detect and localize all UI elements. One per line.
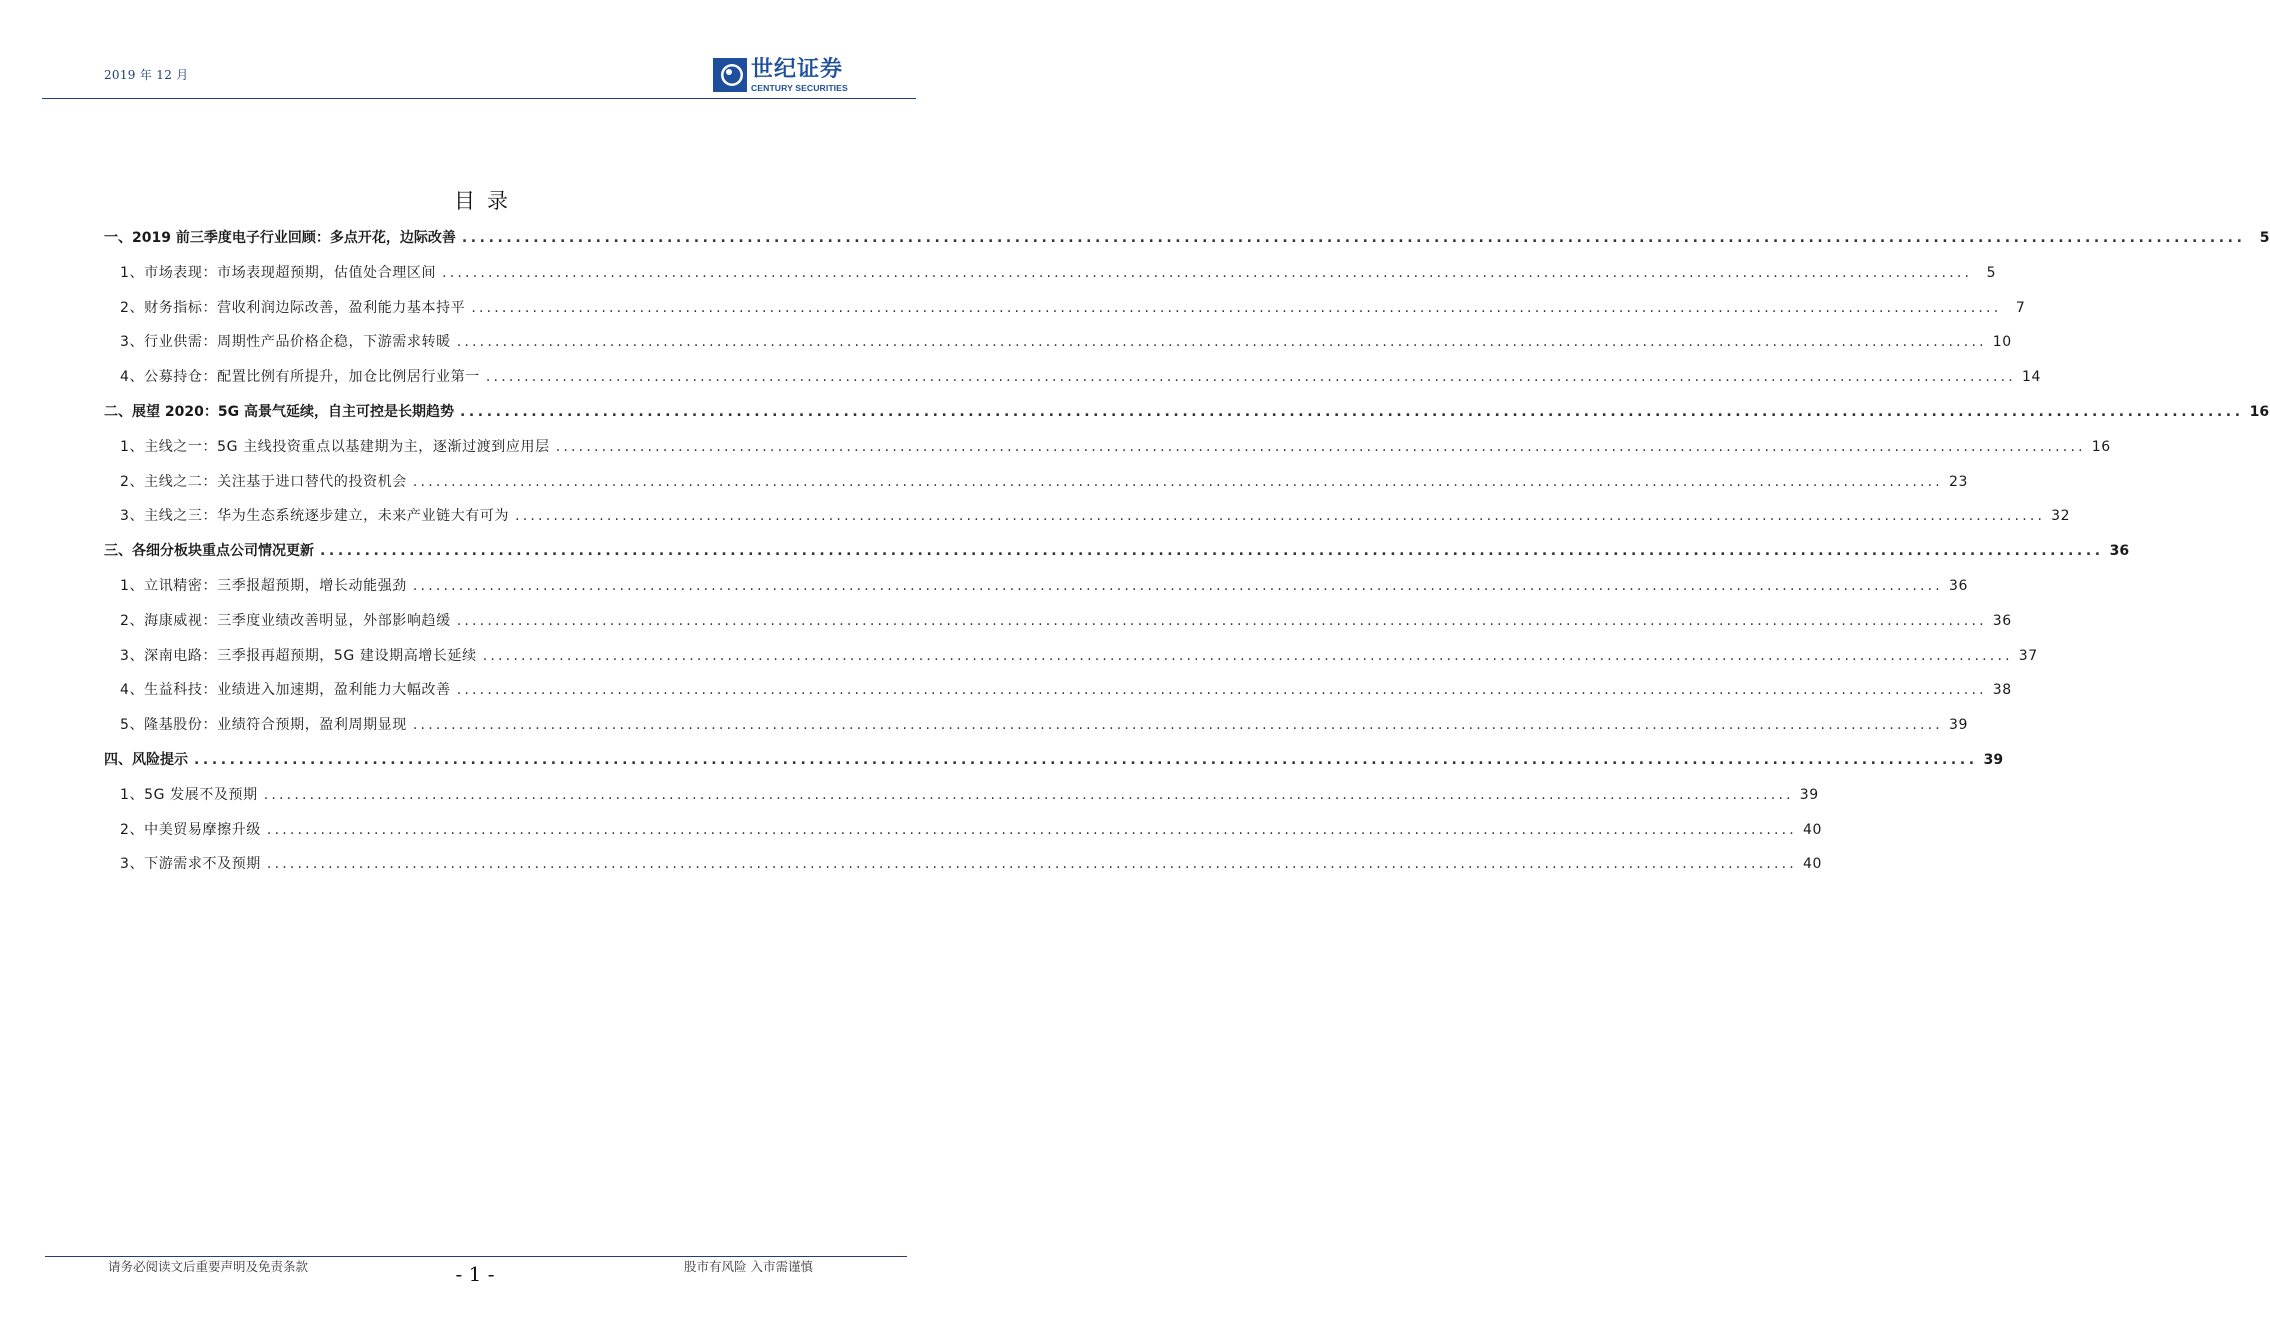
toc-page-number: 37 bbox=[2018, 647, 2038, 664]
toc-dot-leader: ........................................................................................................................................................................................................ bbox=[194, 751, 1978, 768]
toc-subsection-entry[interactable] bbox=[104, 818, 1822, 853]
toc-dot-leader: ........................................................................................................................................................................................................ bbox=[320, 543, 2104, 560]
toc-entry-text: 2、主线之二：关注基于进口替代的投资机会 bbox=[120, 473, 407, 490]
toc-entry-text: 一、2019 前三季度电子行业回顾：多点开花，边际改善 bbox=[104, 230, 456, 246]
toc-page-number: 36 bbox=[1948, 577, 1968, 594]
toc-entry-text: 3、深南电路：三季报再超预期，5G 建设期高增长延续 bbox=[120, 647, 477, 664]
toc-dot-leader: ........................................................................................................................................................................................................ bbox=[442, 264, 1973, 281]
toc-page-number: 5 bbox=[1986, 264, 1997, 281]
toc-page-number: 40 bbox=[1802, 856, 1822, 873]
toc-dot-leader: ........................................................................................................................................................................................................ bbox=[485, 369, 2016, 386]
toc-dot-leader: ........................................................................................................................................................................................................ bbox=[456, 682, 1987, 699]
toc-dot-leader: ........................................................................................................................................................................................................ bbox=[412, 577, 1943, 594]
toc-dot-leader: ........................................................................................................................................................................................................ bbox=[456, 612, 1987, 629]
toc-page-number: 36 bbox=[1992, 612, 2012, 629]
toc-dot-leader: ........................................................................................................................................................................................................ bbox=[482, 647, 2013, 664]
toc-entry-text: 5、隆基股份：业绩符合预期，盈利周期显现 bbox=[120, 717, 407, 734]
toc-entry-text: 二、展望 2020：5G 高景气延续，自主可控是长期趋势 bbox=[104, 403, 454, 420]
toc-subsection-entry[interactable] bbox=[104, 435, 2111, 470]
toc-dot-leader: ........................................................................................................................................................................................................ bbox=[461, 230, 2246, 246]
toc-subsection-entry[interactable] bbox=[104, 678, 2012, 713]
toc-entry-text: 4、公募持仓：配置比例有所提升，加仓比例居行业第一 bbox=[120, 369, 480, 386]
toc-dot-leader: ........................................................................................................................................................................................................ bbox=[471, 299, 2002, 316]
toc-page-number: 36 bbox=[2109, 543, 2130, 560]
header-divider bbox=[42, 98, 916, 99]
century-securities-logo-icon bbox=[713, 58, 747, 92]
toc-page-number: 7 bbox=[2015, 299, 2026, 316]
toc-section-entry[interactable] bbox=[104, 748, 2004, 783]
toc-dot-leader: ........................................................................................................................................................................................................ bbox=[555, 438, 2086, 455]
page-number: - 1 - bbox=[455, 1262, 495, 1286]
table-of-contents bbox=[104, 226, 2270, 887]
toc-dot-leader: ........................................................................................................................................................................................................ bbox=[456, 334, 1987, 351]
toc-entry-text: 4、生益科技：业绩进入加速期，盈利能力大幅改善 bbox=[120, 682, 451, 699]
toc-page-number: 16 bbox=[2091, 438, 2111, 455]
toc-page-number: 32 bbox=[2051, 508, 2071, 525]
toc-section-entry[interactable] bbox=[104, 400, 2270, 435]
toc-page-number: 39 bbox=[1799, 786, 1819, 803]
toc-subsection-entry[interactable] bbox=[104, 783, 1819, 818]
toc-entry-text: 2、中美贸易摩擦升级 bbox=[120, 821, 261, 838]
toc-subsection-entry[interactable] bbox=[104, 713, 1968, 748]
toc-entry-text: 四、风险提示 bbox=[104, 751, 188, 768]
toc-section-entry[interactable] bbox=[104, 539, 2130, 574]
toc-entry-text: 3、行业供需：周期性产品价格企稳，下游需求转暖 bbox=[120, 334, 451, 351]
toc-subsection-entry[interactable] bbox=[104, 330, 2012, 365]
toc-subsection-entry[interactable] bbox=[104, 261, 1997, 296]
toc-subsection-entry[interactable] bbox=[104, 504, 2071, 539]
toc-entry-text: 1、市场表现：市场表现超预期，估值处合理区间 bbox=[120, 264, 437, 281]
toc-page-number: 23 bbox=[1948, 473, 1968, 490]
footer-risk-note: 股市有风险 入市需谨慎 bbox=[684, 1259, 813, 1274]
toc-entry-text: 2、财务指标：营收利润边际改善，盈利能力基本持平 bbox=[120, 299, 466, 316]
toc-entry-text: 2、海康威视：三季度业绩改善明显，外部影响趋缓 bbox=[120, 612, 451, 629]
toc-page-number: 10 bbox=[1992, 334, 2012, 351]
toc-dot-leader: ........................................................................................................................................................................................................ bbox=[459, 403, 2244, 420]
toc-page-number: 39 bbox=[1948, 717, 1968, 734]
toc-subsection-entry[interactable] bbox=[104, 644, 2038, 679]
toc-page-number: 38 bbox=[1992, 682, 2012, 699]
toc-title: 目录 bbox=[454, 189, 520, 213]
logo-chinese-name: 世纪证券 bbox=[751, 57, 844, 82]
footer-disclaimer: 请务必阅读文后重要声明及免责条款 bbox=[108, 1259, 309, 1274]
toc-entry-text: 1、主线之一：5G 主线投资重点以基建期为主，逐渐过渡到应用层 bbox=[120, 438, 550, 455]
toc-subsection-entry[interactable] bbox=[104, 609, 2012, 644]
toc-dot-leader: ........................................................................................................................................................................................................ bbox=[263, 786, 1794, 803]
toc-dot-leader: ........................................................................................................................................................................................................ bbox=[412, 717, 1943, 734]
toc-subsection-entry[interactable] bbox=[104, 574, 1968, 609]
toc-entry-text: 1、5G 发展不及预期 bbox=[120, 786, 258, 803]
toc-dot-leader: ........................................................................................................................................................................................................ bbox=[266, 856, 1797, 873]
toc-subsection-entry[interactable] bbox=[104, 852, 1822, 887]
toc-subsection-entry[interactable] bbox=[104, 365, 2041, 400]
toc-entry-text: 3、下游需求不及预期 bbox=[120, 856, 261, 873]
toc-page-number: 14 bbox=[2021, 369, 2041, 386]
toc-page-number: 5 bbox=[2259, 230, 2270, 246]
toc-subsection-entry[interactable] bbox=[104, 470, 1968, 505]
toc-entry-text: 3、主线之三：华为生态系统逐步建立，未来产业链大有可为 bbox=[120, 508, 510, 525]
company-logo bbox=[713, 58, 873, 96]
toc-page-number: 40 bbox=[1802, 821, 1822, 838]
toc-dot-leader: ........................................................................................................................................................................................................ bbox=[266, 821, 1797, 838]
toc-dot-leader: ........................................................................................................................................................................................................ bbox=[412, 473, 1943, 490]
toc-page-number: 16 bbox=[2249, 403, 2270, 420]
logo-english-name: CENTURY SECURITIES bbox=[751, 83, 848, 93]
toc-entry-text: 1、立讯精密：三季报超预期，增长动能强劲 bbox=[120, 577, 407, 594]
toc-section-entry[interactable] bbox=[104, 226, 2270, 261]
toc-subsection-entry[interactable] bbox=[104, 296, 2026, 331]
toc-page-number: 39 bbox=[1983, 751, 2004, 768]
toc-dot-leader: ........................................................................................................................................................................................................ bbox=[515, 508, 2046, 525]
toc-entry-text: 三、各细分板块重点公司情况更新 bbox=[104, 543, 314, 560]
report-date: 2019 年 12 月 bbox=[104, 68, 189, 82]
